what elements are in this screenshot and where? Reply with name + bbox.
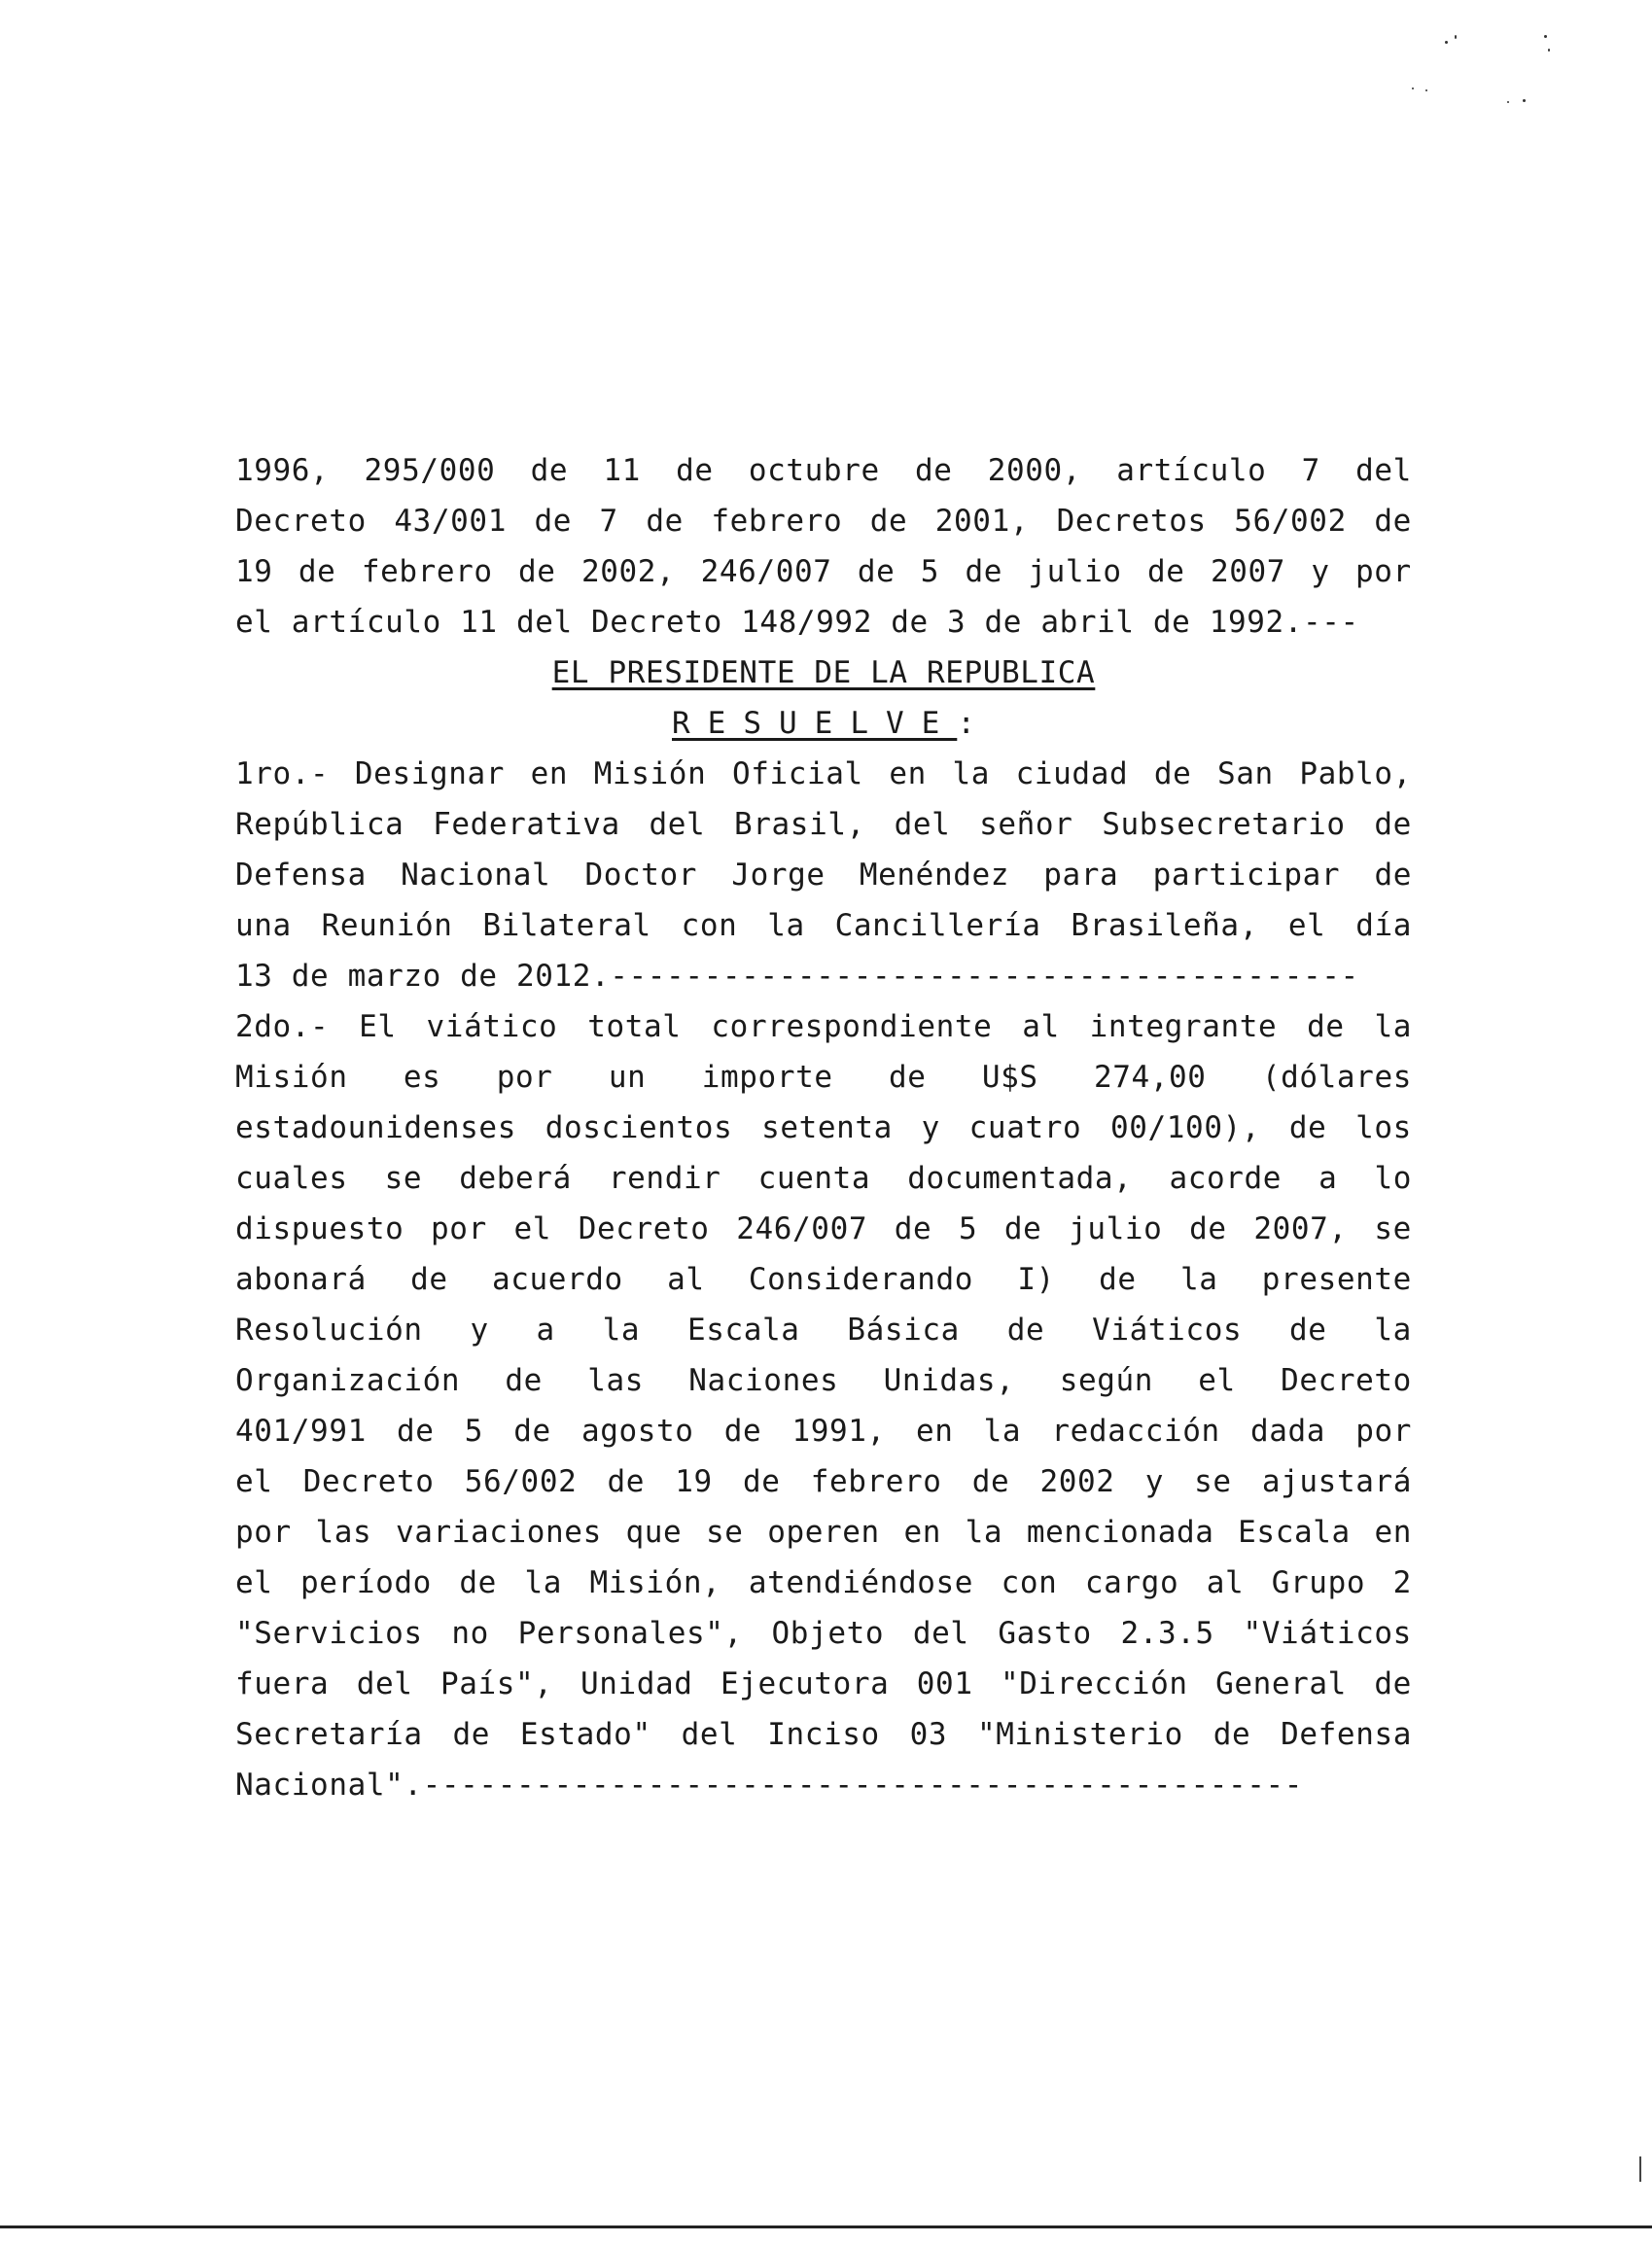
margin-mark — [1639, 2156, 1641, 2182]
word: República — [235, 807, 404, 842]
word: setenta — [761, 1110, 893, 1145]
word: de — [607, 1464, 646, 1499]
word: al — [667, 1262, 705, 1297]
word: al — [1022, 1009, 1060, 1044]
word: la — [602, 1313, 641, 1348]
word: estadounidenses — [235, 1110, 516, 1145]
word: Nacional — [401, 858, 551, 893]
word: Personales", — [517, 1616, 743, 1651]
article-2-line — [235, 1254, 1412, 1305]
word: de — [1374, 807, 1412, 842]
word: Gasto — [998, 1616, 1092, 1651]
word: "Dirección — [1001, 1666, 1188, 1701]
article-2-line — [235, 1052, 1412, 1103]
word: "Servicios — [235, 1616, 423, 1651]
article-2-line — [235, 1406, 1412, 1456]
word: Reunión — [321, 908, 453, 943]
word: día — [1355, 908, 1412, 943]
word: de — [298, 554, 336, 589]
word: Cancillería — [834, 908, 1041, 943]
word: señor — [979, 807, 1073, 842]
article-2-line — [235, 1204, 1412, 1254]
word: de — [971, 1464, 1010, 1499]
word: febrero — [711, 504, 843, 539]
word: El — [359, 1009, 397, 1044]
word: Decretos — [1056, 504, 1207, 539]
word: 2007, — [1253, 1211, 1348, 1246]
word: 5 — [464, 1414, 484, 1449]
word: de — [505, 1363, 543, 1398]
word: atendiéndose — [748, 1565, 974, 1600]
word: en — [530, 756, 569, 791]
word: Unidas, — [883, 1363, 1015, 1398]
word: Jorge — [731, 858, 826, 893]
word: dispuesto — [235, 1211, 404, 1246]
word: 2.3.5 — [1120, 1616, 1214, 1651]
word: correspondiente — [711, 1009, 993, 1044]
word: febrero — [810, 1464, 942, 1499]
word: 1996, — [235, 453, 330, 488]
word: 56/002 — [1234, 504, 1347, 539]
word: operen — [767, 1515, 880, 1550]
word: la — [767, 908, 805, 943]
word: 001 — [916, 1666, 973, 1701]
word: deberá — [459, 1161, 572, 1196]
article-2-line — [235, 1103, 1412, 1153]
scan-speck — [1507, 101, 1509, 103]
word: al — [1206, 1565, 1245, 1600]
word: 2do.- — [235, 1009, 330, 1044]
word: I) — [1017, 1262, 1055, 1297]
word: el — [513, 1211, 552, 1246]
word: 246/007 — [700, 554, 832, 589]
word: Doctor — [584, 858, 698, 893]
word: dada — [1249, 1414, 1326, 1449]
word: Misión — [593, 756, 707, 791]
word: Considerando — [748, 1262, 974, 1297]
word: 401/991 — [235, 1414, 367, 1449]
word: de — [646, 504, 684, 539]
word: por — [496, 1060, 553, 1095]
word: en — [915, 1414, 954, 1449]
word: 00/100), — [1110, 1110, 1261, 1145]
article-2-line: Nacional".----------------------------------------------- — [235, 1768, 1304, 1803]
word: por — [1355, 554, 1412, 589]
scan-speck — [1544, 35, 1547, 38]
bottom-rule — [0, 2225, 1652, 2228]
word: 2002 — [1039, 1464, 1115, 1499]
resuelve-heading — [235, 698, 1412, 749]
word: de — [1289, 1313, 1327, 1348]
word: cuales — [235, 1161, 348, 1196]
word: del — [912, 1616, 969, 1651]
word: Escala — [686, 1313, 800, 1348]
scan-speck — [1455, 35, 1457, 39]
article-2-line — [235, 1305, 1412, 1355]
word: de — [452, 1717, 491, 1752]
word: artículo — [1116, 453, 1267, 488]
scan-speck — [1523, 99, 1526, 102]
word: se — [705, 1515, 744, 1550]
word: de — [676, 453, 714, 488]
word: Estado" — [519, 1717, 651, 1752]
article-2-line — [235, 1456, 1412, 1507]
word: y — [470, 1313, 489, 1348]
word: 19 — [235, 554, 273, 589]
word: 2002, — [580, 554, 676, 589]
word: febrero — [361, 554, 493, 589]
word: País", — [439, 1666, 553, 1701]
word: de — [888, 1060, 927, 1095]
word: Resolución — [235, 1313, 423, 1348]
word: Grupo — [1271, 1565, 1366, 1600]
word: Brasil, — [734, 807, 865, 842]
word: Federativa — [433, 807, 620, 842]
word: Básica — [847, 1313, 960, 1348]
article-2-line — [235, 1659, 1412, 1709]
word: cargo — [1084, 1565, 1179, 1600]
word: una — [235, 908, 292, 943]
word: período — [300, 1565, 432, 1600]
word: importe — [701, 1060, 833, 1095]
word: 2001, — [934, 504, 1030, 539]
word: Unidad — [580, 1666, 693, 1701]
word: Objeto — [771, 1616, 885, 1651]
word: no — [451, 1616, 489, 1651]
word: Subsecretario — [1102, 807, 1346, 842]
word: Decreto — [302, 1464, 435, 1499]
word: 295/000 — [364, 453, 496, 488]
word: 274,00 — [1093, 1060, 1207, 1095]
word: de — [459, 1565, 497, 1600]
word: de — [1003, 1211, 1042, 1246]
word: San — [1216, 756, 1274, 791]
word: de — [1147, 554, 1185, 589]
article-1-line — [235, 850, 1412, 900]
word: de — [530, 453, 569, 488]
word: documentada, — [907, 1161, 1133, 1196]
word: de — [1374, 504, 1412, 539]
article-2-line — [235, 1507, 1412, 1558]
word: de — [1213, 1717, 1251, 1752]
word: 19 — [675, 1464, 713, 1499]
word: presente — [1261, 1262, 1412, 1297]
article-2-line — [235, 1355, 1412, 1406]
word: de — [397, 1414, 435, 1449]
word: la — [952, 756, 991, 791]
article-1-line — [235, 749, 1412, 799]
resuelve-label: RESUELVE — [672, 706, 958, 741]
word: acorde — [1169, 1161, 1283, 1196]
word: Viáticos — [1092, 1313, 1243, 1348]
word: 5 — [920, 554, 940, 589]
word: y — [921, 1110, 940, 1145]
word: el — [1198, 1363, 1236, 1398]
word: ajustará — [1261, 1464, 1412, 1499]
word: por — [235, 1515, 292, 1550]
word: en — [889, 756, 927, 791]
word: Misión, — [589, 1565, 721, 1600]
word: ciudad — [1015, 756, 1129, 791]
word: acuerdo — [491, 1262, 623, 1297]
heading-title: EL PRESIDENTE DE LA REPUBLICA — [551, 655, 1096, 690]
word: de — [1099, 1262, 1137, 1297]
word: 1ro.- — [235, 756, 330, 791]
word: con — [1001, 1565, 1058, 1600]
word: por — [431, 1211, 487, 1246]
word: del — [1355, 453, 1412, 488]
word: Inciso — [767, 1717, 880, 1752]
intro-line — [235, 445, 1412, 496]
word: Designar — [354, 756, 506, 791]
intro-line — [235, 546, 1412, 597]
word: del — [894, 807, 951, 842]
word: de — [534, 504, 573, 539]
scan-speck — [1445, 41, 1448, 44]
intro-line: el artículo 11 del Decreto 148/992 de 3 de abril de 1992.--- — [235, 605, 1359, 640]
word: que — [625, 1515, 683, 1550]
word: Oficial — [731, 756, 863, 791]
word: y — [1144, 1464, 1164, 1499]
article-1-line — [235, 900, 1412, 951]
word: 2000, — [987, 453, 1082, 488]
word: Escala — [1238, 1515, 1351, 1550]
word: agosto — [580, 1414, 694, 1449]
word: del — [356, 1666, 413, 1701]
word: Defensa — [1281, 1717, 1412, 1752]
word: variaciones — [395, 1515, 602, 1550]
scan-speck — [1425, 89, 1427, 91]
word: las — [587, 1363, 644, 1398]
word: la — [524, 1565, 562, 1600]
word: de — [965, 554, 1002, 589]
word: la — [983, 1414, 1022, 1449]
word: de — [857, 554, 896, 589]
word: y — [1311, 554, 1330, 589]
word: doscientos — [545, 1110, 733, 1145]
word: por — [1355, 1414, 1412, 1449]
word: los — [1355, 1110, 1412, 1145]
scan-speck — [1548, 49, 1550, 52]
word: con — [681, 908, 738, 943]
word: 2 — [1392, 1565, 1412, 1600]
word: de — [513, 1414, 551, 1449]
word: 7 — [1301, 453, 1320, 488]
word: viático — [426, 1009, 558, 1044]
word: 43/001 — [394, 504, 507, 539]
word: se — [1374, 1211, 1412, 1246]
word: de — [742, 1464, 781, 1499]
word: de — [518, 554, 556, 589]
article-2-line — [235, 1558, 1412, 1608]
word: 03 — [909, 1717, 948, 1752]
word: a — [536, 1313, 555, 1348]
word: General — [1215, 1666, 1347, 1701]
word: de — [1189, 1211, 1227, 1246]
word: "Ministerio — [977, 1717, 1183, 1752]
word: la — [1374, 1009, 1412, 1044]
word: redacción — [1051, 1414, 1220, 1449]
word: "Viáticos — [1243, 1616, 1412, 1651]
word: 2007 — [1210, 554, 1286, 589]
word: las — [315, 1515, 372, 1550]
word: Bilateral — [482, 908, 651, 943]
word: 1991, — [791, 1414, 886, 1449]
article-2-line — [235, 1001, 1412, 1052]
word: cuenta — [757, 1161, 871, 1196]
word: fuera — [235, 1666, 330, 1701]
word: de — [410, 1262, 448, 1297]
word: la — [1179, 1262, 1218, 1297]
word: se — [1194, 1464, 1232, 1499]
word: el — [235, 1565, 273, 1600]
article-1-line — [235, 799, 1412, 850]
word: total — [587, 1009, 682, 1044]
word: de — [1374, 1666, 1412, 1701]
word: julio — [1028, 554, 1122, 589]
word: en — [1374, 1515, 1412, 1550]
word: mencionada — [1026, 1515, 1214, 1550]
word: de — [723, 1414, 762, 1449]
word: a — [1318, 1161, 1338, 1196]
word: Defensa — [235, 858, 367, 893]
word: Misión — [235, 1060, 348, 1095]
word: del — [649, 807, 706, 842]
word: cuatro — [968, 1110, 1082, 1145]
article-2-line — [235, 1608, 1412, 1659]
word: de — [1374, 858, 1412, 893]
word: para — [1043, 858, 1119, 893]
word: la — [1374, 1313, 1412, 1348]
word: Ejecutora — [721, 1666, 890, 1701]
word: 56/002 — [464, 1464, 578, 1499]
word: Decreto — [578, 1211, 710, 1246]
word: Organización — [235, 1363, 461, 1398]
word: de — [914, 453, 953, 488]
word: Brasileña, — [1071, 908, 1258, 943]
word: de — [1006, 1313, 1045, 1348]
word: Naciones — [688, 1363, 839, 1398]
word: participar — [1152, 858, 1341, 893]
word: abonará — [235, 1262, 367, 1297]
word: la — [965, 1515, 1003, 1550]
word: 246/007 — [736, 1211, 868, 1246]
word: julio — [1069, 1211, 1163, 1246]
word: un — [608, 1060, 647, 1095]
word: integrante — [1089, 1009, 1278, 1044]
word: de — [1153, 756, 1192, 791]
word: rendir — [608, 1161, 721, 1196]
word: 5 — [958, 1211, 978, 1246]
word: octubre — [748, 453, 880, 488]
word: el — [235, 1464, 273, 1499]
word: Pablo, — [1299, 756, 1412, 791]
page-heading — [235, 648, 1412, 698]
article-2-line — [235, 1709, 1412, 1760]
word: Decreto — [1281, 1363, 1412, 1398]
article-2-line — [235, 1153, 1412, 1204]
word: 11 — [603, 453, 641, 488]
word: Secretaría — [235, 1717, 423, 1752]
word: de — [1307, 1009, 1345, 1044]
word: el — [1287, 908, 1326, 943]
word: de — [1288, 1110, 1327, 1145]
resuelve-colon: : — [957, 706, 975, 741]
word: 7 — [599, 504, 618, 539]
word: es — [403, 1060, 441, 1095]
word: se — [384, 1161, 423, 1196]
word: (dólares — [1261, 1060, 1412, 1095]
word: lo — [1374, 1161, 1412, 1196]
scan-speck — [1412, 88, 1414, 89]
word: según — [1059, 1363, 1154, 1398]
intro-line — [235, 496, 1412, 546]
word: U$S — [981, 1060, 1038, 1095]
word: de — [894, 1211, 932, 1246]
word: del — [681, 1717, 738, 1752]
word: en — [903, 1515, 941, 1550]
article-1-line: 13 de marzo de 2012.---------------------------------------- — [235, 959, 1359, 994]
word: Decreto — [235, 504, 367, 539]
word: de — [869, 504, 908, 539]
word: Menéndez — [859, 858, 1009, 893]
